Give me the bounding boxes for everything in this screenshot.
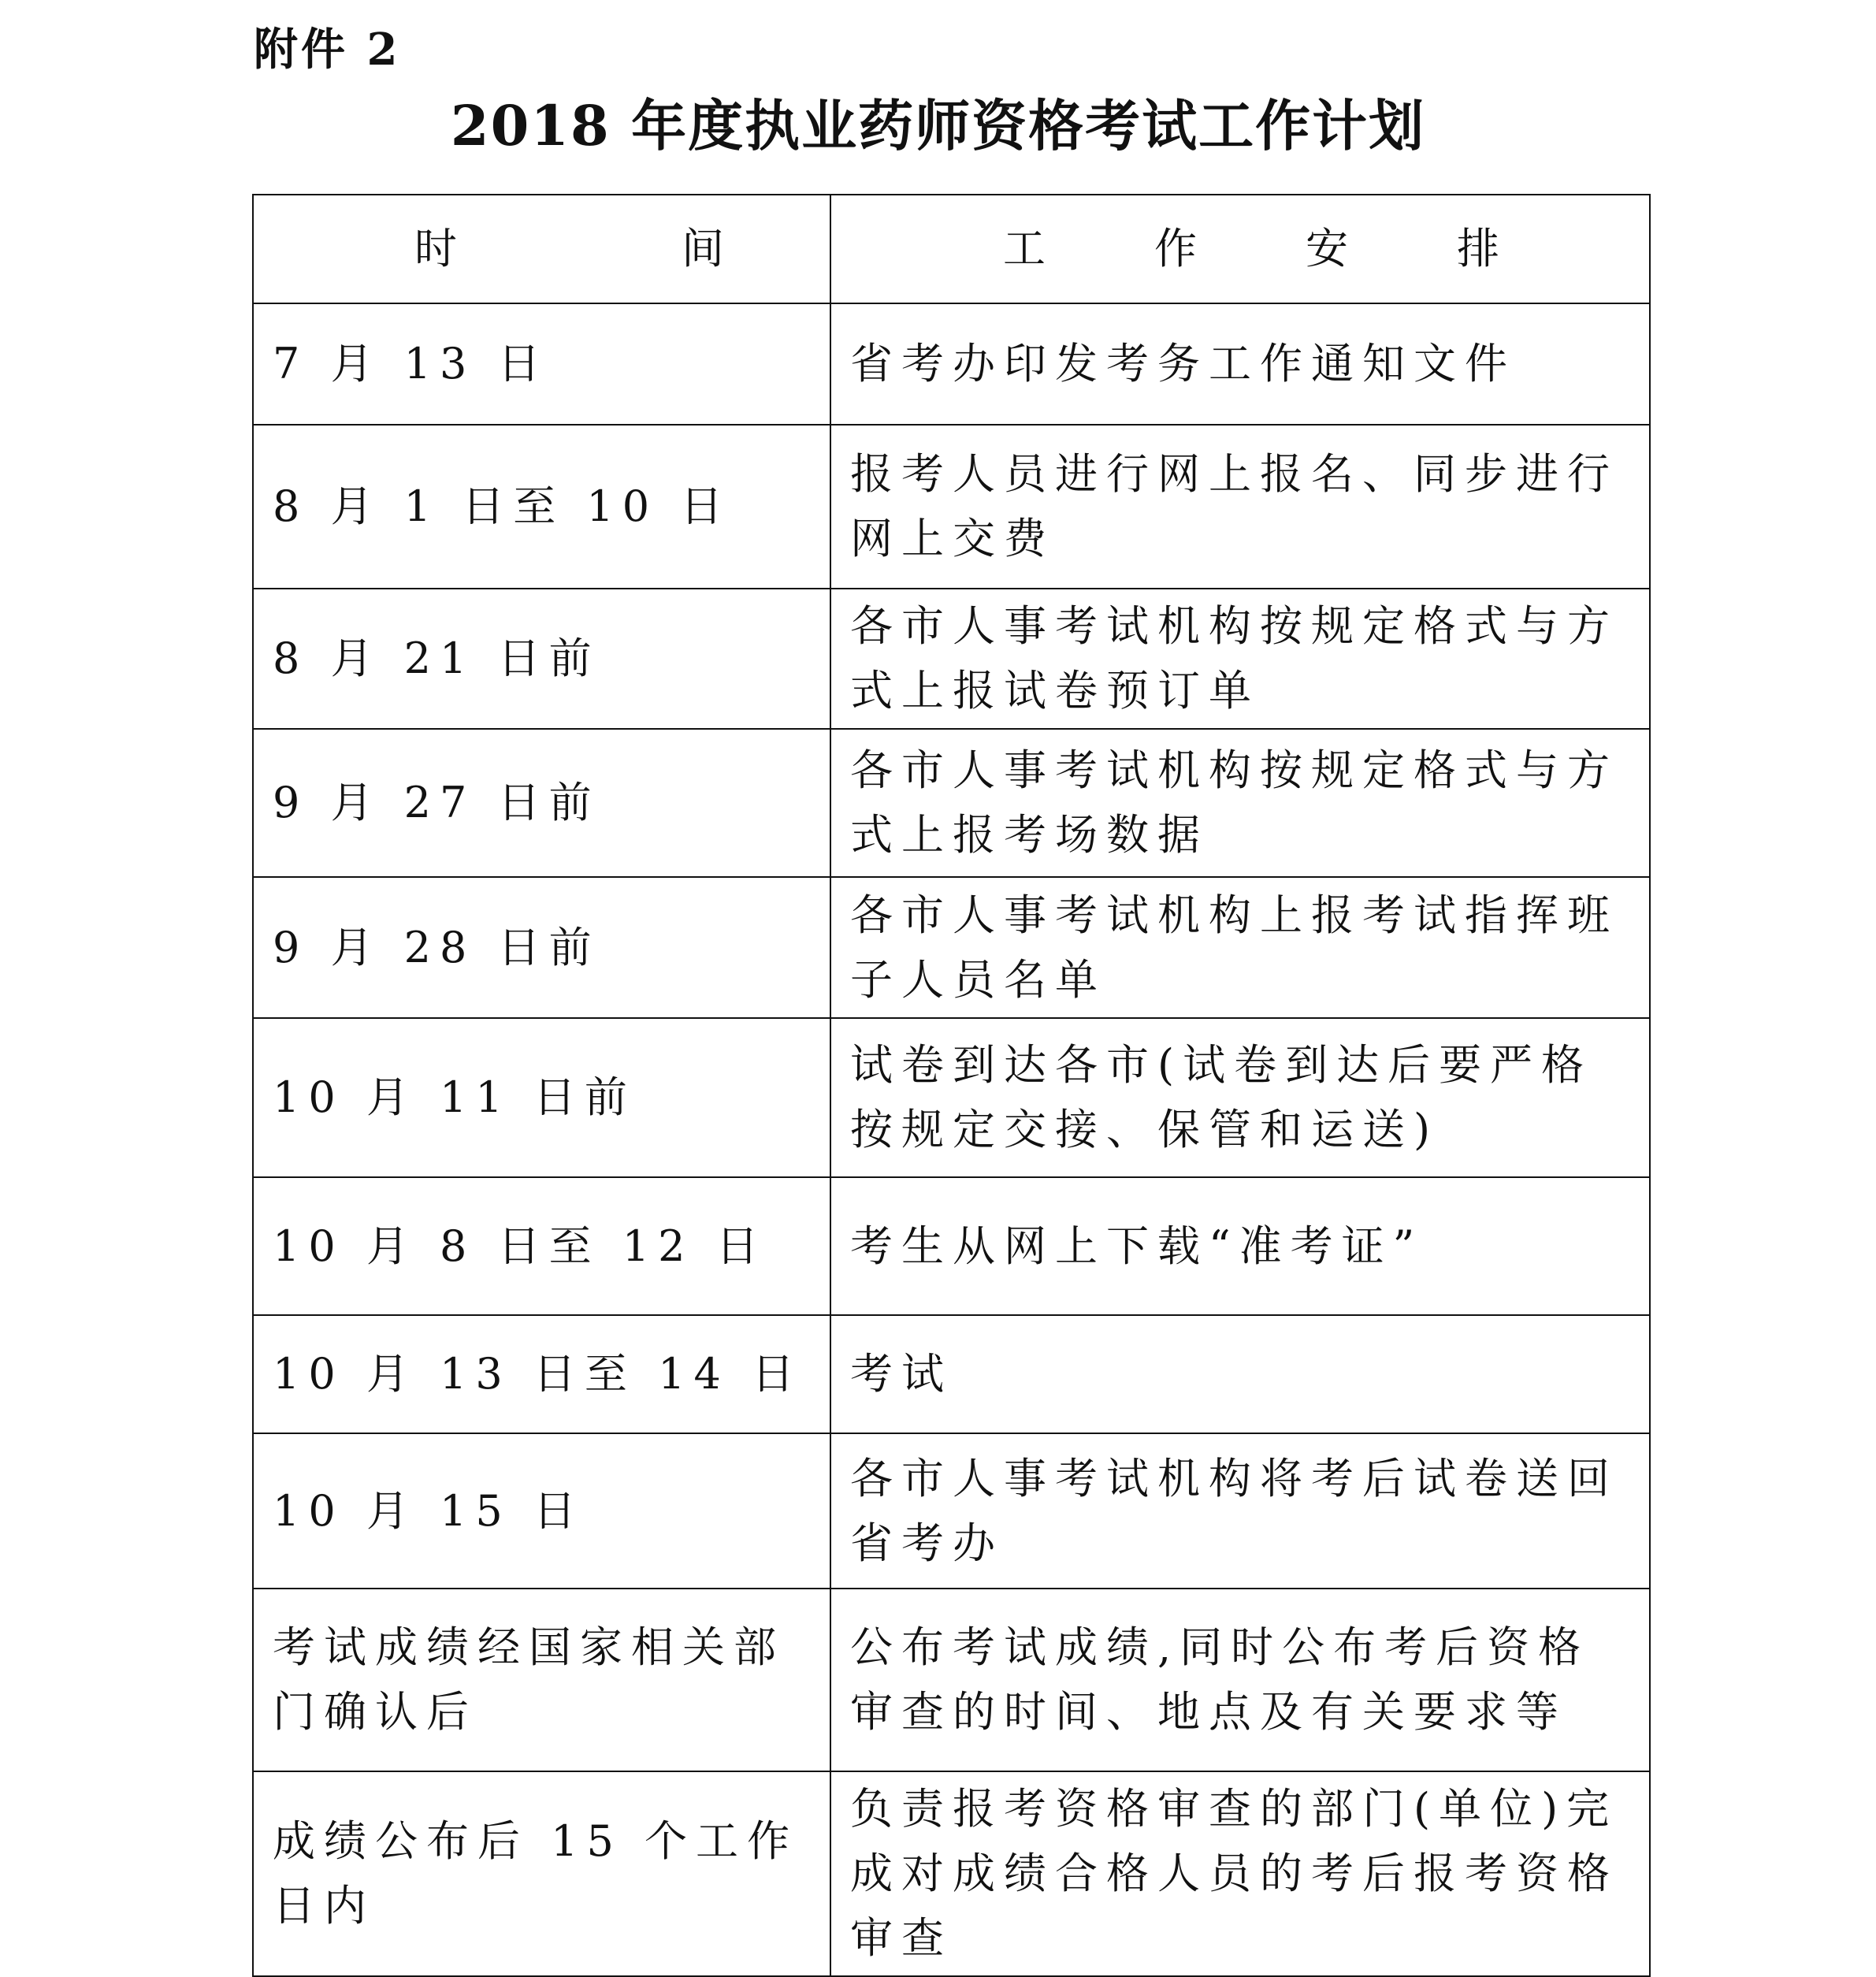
time-cell: 10 月 13 日至 14 日 [253,1315,830,1433]
task-cell: 负责报考资格审查的部门(单位)完成对成绩合格人员的考后报考资格审查 [830,1771,1650,1976]
header-time-char: 时 [414,224,457,273]
task-cell: 各市人事考试机构按规定格式与方式上报考场数据 [830,729,1650,877]
table-row [253,1177,1650,1315]
header-task-char: 排 [1457,224,1499,273]
task-cell: 各市人事考试机构按规定格式与方式上报试卷预订单 [830,589,1650,729]
table-row [253,1771,1650,1976]
time-cell: 10 月 11 日前 [253,1018,830,1177]
task-cell: 考试 [830,1315,1650,1433]
task-cell: 报考人员进行网上报名、同步进行网上交费 [830,425,1650,589]
task-cell: 各市人事考试机构将考后试卷送回省考办 [830,1433,1650,1589]
table-row [253,425,1650,589]
task-cell: 公布考试成绩,同时公布考后资格审查的时间、地点及有关要求等 [830,1589,1650,1771]
table-row [253,729,1650,877]
table-row [253,303,1650,425]
task-cell: 省考办印发考务工作通知文件 [830,303,1650,425]
task-cell: 考生从网上下载“准考证” [830,1177,1650,1315]
work-plan-table [252,194,1651,1977]
attachment-label: 附件 2 [254,24,401,76]
header-time-char: 间 [682,224,724,273]
task-cell: 试卷到达各市(试卷到达后要严格按规定交接、保管和运送) [830,1018,1650,1177]
time-cell: 9 月 28 日前 [253,877,830,1018]
header-task-char: 安 [1306,224,1348,273]
header-task-char: 工 [1003,224,1046,273]
table-header-row [253,195,1650,303]
header-task [830,195,1650,303]
time-cell: 9 月 27 日前 [253,729,830,877]
task-cell: 各市人事考试机构上报考试指挥班子人员名单 [830,877,1650,1018]
table-row [253,1315,1650,1433]
time-cell: 8 月 1 日至 10 日 [253,425,830,589]
time-cell: 8 月 21 日前 [253,589,830,729]
time-cell: 7 月 13 日 [253,303,830,425]
table-row [253,877,1650,1018]
header-time [253,195,830,303]
time-cell: 成绩公布后 15 个工作日内 [253,1771,830,1976]
table-row [253,1589,1650,1771]
header-task-char: 作 [1154,224,1197,273]
table-row [253,1433,1650,1589]
time-cell: 10 月 15 日 [253,1433,830,1589]
table-row [253,589,1650,729]
table-row [253,1018,1650,1177]
time-cell: 考试成绩经国家相关部门确认后 [253,1589,830,1771]
document-title: 2018 年度执业药师资格考试工作计划 [450,93,1426,158]
time-cell: 10 月 8 日至 12 日 [253,1177,830,1315]
